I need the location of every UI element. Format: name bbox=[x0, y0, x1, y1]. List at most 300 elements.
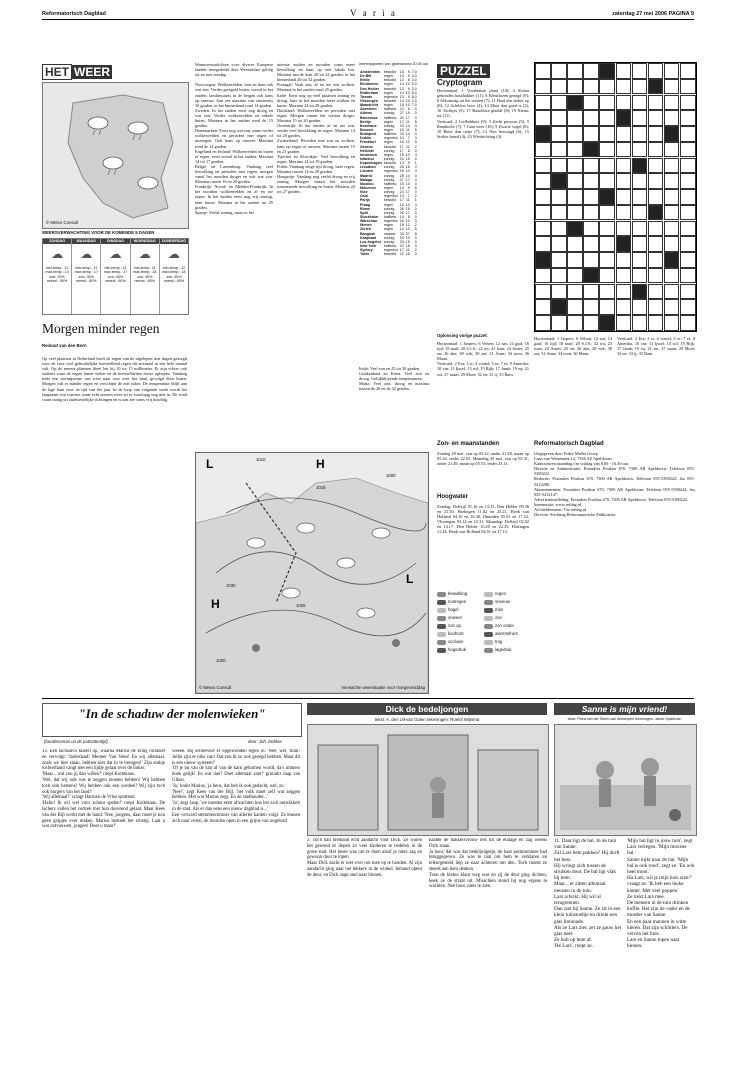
isobar-label: 1030 bbox=[226, 583, 236, 588]
table-cell: regenbui bbox=[383, 219, 398, 224]
forecast-day-name: MAANDAG bbox=[72, 239, 100, 244]
legend-symbol-icon bbox=[484, 592, 493, 597]
table-cell: 0 bbox=[414, 115, 417, 120]
table-cell: 33 bbox=[399, 231, 404, 236]
table-cell: 17 bbox=[405, 190, 410, 195]
legend-symbol-icon bbox=[484, 632, 493, 637]
grid-cell bbox=[680, 126, 696, 142]
table-cell: zonnig bbox=[383, 156, 395, 161]
grid-cell bbox=[567, 205, 583, 221]
grid-cell bbox=[648, 173, 664, 189]
table-cell: 8 bbox=[414, 231, 417, 236]
table-cell: 0 bbox=[414, 111, 417, 116]
grid-cell bbox=[616, 173, 632, 189]
cloud-icon bbox=[88, 117, 108, 129]
sanne-credit: tekst: Petra van der Steen-van Antwerpen tekeningen: Jacob Spiekman bbox=[567, 717, 682, 721]
table-cell: regen bbox=[383, 202, 393, 207]
colophon-title: Reformatorisch Dagblad bbox=[534, 441, 604, 447]
table-cell: Helsinki bbox=[360, 148, 374, 153]
table-cell: 14 bbox=[399, 82, 404, 87]
netherlands-shape bbox=[68, 95, 173, 218]
grid-cell bbox=[632, 95, 648, 111]
table-cell: 17 bbox=[399, 248, 404, 253]
grid-cell bbox=[551, 299, 567, 315]
table-cell: Lissabon bbox=[360, 165, 376, 170]
grid-cell bbox=[583, 205, 599, 221]
grid-cell bbox=[551, 189, 567, 205]
grid-cell bbox=[535, 221, 551, 237]
sun-icon bbox=[252, 644, 260, 652]
legend-label: warmtefront bbox=[495, 631, 518, 637]
table-cell: 16 bbox=[399, 140, 404, 145]
legend-symbol-icon bbox=[484, 648, 493, 653]
cloud-rain-icon: ☁ bbox=[167, 247, 180, 262]
table-cell: Barcelona bbox=[360, 115, 378, 120]
legend-symbol-icon bbox=[484, 624, 493, 629]
grid-cell bbox=[648, 126, 664, 142]
table-cell: 14 bbox=[405, 132, 410, 137]
grid-cell bbox=[599, 252, 615, 268]
table-cell: 5 bbox=[414, 227, 417, 232]
world-table bbox=[359, 70, 418, 256]
grid-cell bbox=[567, 95, 583, 111]
legend-label: regen bbox=[495, 591, 506, 597]
table-cell: 10 bbox=[405, 169, 410, 174]
grid-cell bbox=[535, 189, 551, 205]
table-cell: halfbew. bbox=[383, 181, 397, 186]
weather-body: Op veel plaatsen in Nederland heeft de regen van de afgelopen tien dagen gezorgd voor de voor veel gebruikelijke hoeveelheid regen die normaal in een hele maand valt. Op de meeste plaatsen bleef het bij 10 tot 15 millimeter. Er zijn echter ook stations waar de ergste buien vielen en de hoeveelheden forser opliepen. Vandaag trekt een storingszone van west naar oost over het land, gevolgd door buien. Morgen valt er minder regen en verschijnt de zon vaker. De temperatuur blijft aan de lage kant voor de tijd van het jaar. In de loop van volgende week wordt het langzaam wat warmer, maar echt zomers weer zit er voorlopig nog niet in. De wind waait matig uit zuidwestelijke richtingen en is aan zee soms vrij krachtig. bbox=[42, 356, 187, 402]
table-cell: 16 bbox=[405, 252, 410, 257]
table-cell: New York bbox=[360, 243, 377, 248]
grid-cell bbox=[632, 142, 648, 158]
table-cell: 13 bbox=[399, 94, 404, 99]
cloud-icon bbox=[247, 538, 265, 548]
table-cell: 27 bbox=[399, 111, 404, 116]
table-cell: regen bbox=[383, 223, 393, 228]
grid-cell bbox=[664, 221, 680, 237]
table-cell: 17 bbox=[405, 210, 410, 215]
forecast-heading: WEERSVERWACHTING VOOR DE KOMENDE 5 DAGEN bbox=[42, 230, 155, 235]
grid-cell bbox=[616, 236, 632, 252]
grid-cell bbox=[648, 315, 664, 331]
table-cell: 10 bbox=[405, 202, 410, 207]
legend-label: occlusie bbox=[448, 639, 464, 645]
table-cell: 10 bbox=[405, 235, 410, 240]
weather-headline: Morgen minder regen bbox=[42, 321, 160, 336]
grid-cell bbox=[535, 236, 551, 252]
table-cell: 11 bbox=[406, 248, 410, 253]
grid-cell bbox=[616, 268, 632, 284]
table-cell: 14 bbox=[399, 74, 404, 79]
high-pressure-label: H bbox=[211, 597, 220, 611]
grid-cell bbox=[551, 221, 567, 237]
grid-cell bbox=[535, 252, 551, 268]
comic-title: Dick de bedeljongen bbox=[385, 704, 469, 714]
table-cell: 15 bbox=[399, 214, 404, 219]
grid-cell bbox=[648, 158, 664, 174]
grid-cell bbox=[632, 173, 648, 189]
europe-weather-map bbox=[195, 452, 429, 694]
weather-brand bbox=[42, 63, 187, 79]
table-cell: 17 bbox=[405, 115, 410, 120]
grid-cell bbox=[616, 95, 632, 111]
grid-cell bbox=[583, 110, 599, 126]
table-cell: 15 bbox=[405, 206, 410, 211]
cloud-rain-icon: ☁ bbox=[138, 247, 151, 262]
story-col1: 13. Een lachsalvo klatert op, waarna Marius de kring rondziet en vervolgt: 'Inderdaad! Meneer Van Veen! En wij allemaal, zoals we hier staan, hebben niet dat in te brengen!' Zijn stukje tochterhand vangt met een tijdje gelaat over de linker. 'Maar... wat zou jij dan willen?' roept Kortekaas. 'Wel, dat wij ook wat te zeggen moeten hebben! Wij hebben toch ook hersens! Wij hebben ook een oordeel! Wij zijn toch ook burgers van het land!' 'Wij allemaal?' vraagt Harmen de Vries spottend. 'Hallo! Ik wil wel voor schout spelen!' roept Kortekaas. De lachers vallen het vertrek met hun daverend gelaat. Maar Kees van der Bijl werkt met de hand: 'Nee, jongens, daar moet je nou geen grapjes over maken. Marius bedoelt het ernstig. Laat u wat ontvouwen, jongen! Doet u maar!' bbox=[42, 749, 165, 830]
sanne-svg bbox=[555, 725, 696, 835]
table-cell: zonnig bbox=[383, 173, 395, 178]
table-cell: regen bbox=[383, 74, 393, 79]
grid-cell bbox=[680, 142, 696, 158]
grid-cell bbox=[551, 79, 567, 95]
legend-item bbox=[437, 638, 482, 646]
forecast-values: min.temp.: 11 max.temp.: 14 zon: 20% neersl.: 90% bbox=[45, 265, 69, 284]
legend-symbol-icon bbox=[437, 624, 446, 629]
grid-cell bbox=[648, 284, 664, 300]
table-cell: Malaga bbox=[360, 177, 373, 182]
grid-cell bbox=[616, 110, 632, 126]
grid-cell bbox=[535, 315, 551, 331]
legend-label: sneeuw bbox=[495, 599, 510, 605]
grid-cell bbox=[567, 142, 583, 158]
table-cell: Warschau bbox=[360, 219, 378, 224]
table-cell: Parijs bbox=[360, 198, 370, 203]
grid-cell bbox=[632, 189, 648, 205]
table-cell: 15 bbox=[405, 156, 410, 161]
table-cell: De Bilt bbox=[360, 74, 372, 79]
table-cell: 0 bbox=[414, 214, 417, 219]
table-cell: 25 bbox=[399, 165, 404, 170]
grid-cell bbox=[567, 173, 583, 189]
table-cell: Rome bbox=[360, 206, 370, 211]
grid-cell bbox=[664, 79, 680, 95]
table-cell: zonnig bbox=[383, 190, 395, 195]
table-cell: Maastricht bbox=[360, 103, 378, 108]
table-cell: 10 bbox=[405, 219, 410, 224]
table-row bbox=[359, 227, 418, 231]
europe-forecast-col2: uiterste zuiden en noorden soms meer bewolking en kans op een lokale bui. Maxima aan de kust 20 tot 24 graden, in het binnenland 26 tot 32 graden. Portugal: Vaak zon, af en toe wat wolken. Maxima in het zuiden rond 25 graden. Italië: Eerst nog op veel plaatsen zonnig en droog, later in het noorden meer wolken en buien. Maxima 24 tot 28 graden. Duitsland: Wolkenvelden en perioden met regen. Morgen vanuit het westen droger. Maxima 15 tot 20 graden. Oostenrijk: In het zuiden af en toe zon, verder veel bewolking en regen. Maxima 14 tot 20 graden. Zwitserland: Perioden met zon en wolken, kans op regen of onweer. Maxima tussen 15 en 21 graden. Tsjechië en Slowakije: Veel bewolking en regen. Maxima 14 tot 19 graden. Polen: Vandaag enige tijd droog, later regen. Maxima tussen 14 en 20 graden. Hongarije: Vandaag nog veelal droog en vrij zonnig. Morgen vanuit het noorden toenemende bewolking en buien. Maxima 22 tot 27 graden. bbox=[277, 62, 355, 195]
grid-cell bbox=[664, 126, 680, 142]
table-cell: 8 bbox=[407, 78, 410, 83]
isobar-label: 1015 bbox=[316, 485, 326, 490]
table-cell: zonnig bbox=[383, 111, 395, 116]
table-cell: 17 bbox=[405, 177, 410, 182]
table-cell: Athene bbox=[360, 111, 373, 116]
legend-symbol-icon bbox=[437, 616, 446, 621]
isobar-label: 1025 bbox=[296, 603, 306, 608]
table-cell: 10 bbox=[405, 103, 410, 108]
grid-cell bbox=[551, 315, 567, 331]
table-cell: halfbew. bbox=[383, 132, 397, 137]
table-cell: zonnig bbox=[383, 210, 395, 215]
grid-cell bbox=[535, 79, 551, 95]
legend-label: koufront bbox=[448, 631, 464, 637]
cloud-rain-icon: ☁ bbox=[109, 247, 122, 262]
legend-symbol-icon bbox=[484, 640, 493, 645]
table-cell: 12 bbox=[405, 223, 410, 228]
europe-forecast-col1: Warmoerstuitichten voor diverse Europese landen, meegedeeld door Weeronline, geldig tot en met zondag. Noorwegen: Wolkenvelden, hier en daar ook wat zon. Verder geregeld buien, vooral in het zuiden, landinwaarts in de bergen ook kans op sneeuw. Aan zee maxima van omstreeks 10 graden, in het binnenland rond 14 graden. Zweden: In het zuiden eerst nog droog en wat zon. Verder wolkenvelden en enkele buien. Maxima in het zuiden rond de 15 graden. Denemarken: Eerst nog wat zon, maar verder wolkenvelden en perioden met regen of motregen. Ook kans op onweer. Maxima rond de 14 graden. Engeland en Ierland: Wolkenvelden en buien of regen, eerst vooral in het zuiden. Maxima 14 tot 17 graden. België en Luxemburg: Vandaag veel bewolking en perioden met regen, morgen vanaf het noorden droger en ook wat zon. Maxima tussen 16 en 20 graden. Frankrijk: Noord- en Midden-Frankrijk: In het noorden wolkenvelden en af en toe regen. In het zuiden eerst nog vrij zonnig, later buien. Maxima in het zuiden tot 25 graden. Spanje: Veelal zonnig, maar in het bbox=[195, 62, 273, 215]
grid-cell bbox=[567, 268, 583, 284]
legend-item bbox=[484, 646, 529, 654]
table-cell: onweer bbox=[383, 231, 396, 236]
grid-cell bbox=[664, 95, 680, 111]
table-cell: Rotterdam bbox=[360, 90, 378, 95]
forecast-day-name: DONDERDAG bbox=[160, 239, 188, 244]
ball-icon bbox=[669, 809, 681, 821]
story-subtitle: (familieroman uit de patriottentijd) bbox=[44, 739, 108, 744]
forecast-day-name: ZONDAG bbox=[43, 239, 71, 244]
forecast-day-name: DINSDAG bbox=[101, 239, 129, 244]
grid-cell bbox=[551, 268, 567, 284]
table-cell: München bbox=[360, 185, 376, 190]
grid-cell bbox=[632, 110, 648, 126]
legend-symbol-icon bbox=[437, 600, 446, 605]
table-cell: bewolkt bbox=[383, 78, 396, 83]
table-cell: 8 bbox=[407, 214, 410, 219]
grid-cell bbox=[535, 126, 551, 142]
cloud-icon bbox=[103, 157, 123, 169]
table-cell: Amsterdam bbox=[360, 70, 380, 75]
grid-cell bbox=[567, 221, 583, 237]
grid-cell bbox=[599, 173, 615, 189]
table-cell: zonnig bbox=[383, 148, 395, 153]
grid-cell bbox=[551, 95, 567, 111]
table-cell: 15 bbox=[399, 202, 404, 207]
comic-svg bbox=[308, 725, 548, 835]
table-cell: Vlissingen bbox=[360, 99, 378, 103]
grid-cell bbox=[616, 252, 632, 268]
grid-cell bbox=[648, 268, 664, 284]
forecast-day bbox=[101, 239, 130, 314]
grid-cell bbox=[616, 142, 632, 158]
five-day-forecast bbox=[42, 238, 189, 315]
table-cell: zonnig bbox=[383, 165, 395, 170]
grid-cell bbox=[551, 126, 567, 142]
table-cell: 0 bbox=[414, 148, 417, 153]
table-cell: regen bbox=[383, 119, 393, 124]
grid-cell bbox=[680, 205, 696, 221]
table-cell: bewolkt bbox=[383, 198, 396, 203]
table-cell: 25 bbox=[399, 210, 404, 215]
grid-cell bbox=[616, 315, 632, 331]
high-pressure-label: H bbox=[316, 457, 325, 471]
table-cell: halfbew. bbox=[383, 214, 397, 219]
table-cell: 7 bbox=[407, 136, 410, 141]
grid-cell bbox=[583, 315, 599, 331]
grid-cell bbox=[583, 63, 599, 79]
grid-cell bbox=[632, 268, 648, 284]
table-cell: 14 bbox=[399, 136, 404, 141]
grid-cell bbox=[664, 299, 680, 315]
table-cell: regen bbox=[383, 152, 393, 157]
table-cell: 0 bbox=[414, 243, 417, 248]
grid-cell bbox=[599, 63, 615, 79]
grid-cell bbox=[680, 221, 696, 237]
legend-item bbox=[484, 598, 529, 606]
header-date-page: zaterdag 27 mei 2006 PAGINA 9 bbox=[612, 11, 694, 17]
table-cell: bewolkt bbox=[383, 161, 396, 166]
table-cell: 11 bbox=[406, 119, 410, 124]
grid-cell bbox=[567, 315, 583, 331]
legend-label: lagedruk bbox=[495, 647, 512, 653]
comic-credit: tekst: A. den Uil-van Golen tekeningen: Roelof Wijtsma bbox=[374, 717, 480, 722]
table-cell: 5.0 bbox=[411, 82, 417, 87]
table-cell: 0 bbox=[414, 235, 417, 240]
table-cell: 10 bbox=[405, 181, 410, 186]
table-cell: regen bbox=[383, 140, 393, 145]
table-cell: 0 bbox=[414, 177, 417, 182]
grid-cell bbox=[632, 284, 648, 300]
table-cell: 24 bbox=[399, 190, 404, 195]
grid-cell bbox=[599, 299, 615, 315]
table-cell: 15 bbox=[399, 70, 404, 75]
table-cell: 3.0 bbox=[411, 78, 417, 83]
table-cell: 2 bbox=[414, 223, 417, 228]
table-cell: zonnig bbox=[383, 235, 395, 240]
table-cell: 2.0 bbox=[411, 86, 417, 91]
table-cell: bewolkt bbox=[383, 144, 396, 149]
table-cell: 11 bbox=[406, 144, 410, 149]
table-cell: Madrid bbox=[360, 173, 372, 178]
table-row bbox=[359, 140, 418, 144]
table-cell: 0 bbox=[414, 165, 417, 170]
table-cell: Twente bbox=[360, 94, 373, 99]
table-cell: 5 bbox=[414, 119, 417, 124]
grid-cell bbox=[535, 63, 551, 79]
grid-cell bbox=[664, 236, 680, 252]
grid-cell bbox=[535, 205, 551, 221]
table-cell: Eindhoven bbox=[360, 82, 379, 87]
grid-cell bbox=[616, 284, 632, 300]
table-cell: 9 bbox=[407, 94, 410, 99]
story-banner bbox=[42, 703, 302, 737]
table-cell: regen bbox=[383, 90, 393, 95]
table-cell: Berlijn bbox=[360, 119, 372, 124]
table-cell: 16 bbox=[405, 165, 410, 170]
grid-cell bbox=[583, 299, 599, 315]
grid-cell bbox=[616, 158, 632, 174]
table-cell: regen bbox=[383, 82, 393, 87]
grid-cell bbox=[599, 95, 615, 111]
story-col2: weeën. Hij schreeuwt er opgewonden tegen in: 'Nee, wel, flink! Jullie zijn er niks van! Dat zou ik zo ook gezegd hebben. Maar dit is een nieuw systeem!' 'Of je nu van de kist af van de karn gekomen wordt, da's immers hoek gelijk! En wat dan? Doet allemaal zoet!' grinnikt Jaap van Ulken. 'Ja,' knikt Marius, 'ja heus, dat heb ik ook gedacht, wel, zo.' 'Nee!', zegt Kees van der Bijl, 'het volk moet zelf wat zeggen hebben. Met wat Marius zegt. En de stadhouder...' 'Ja', zegt Jaap, 'we moeten eerst afwachten hoe het zich ontwikkelt in de stad. Als er dan eens een nieuw dagblad is...' Een verward stemmenrumoer van allerlei kanten volgt. Ze leunen zich naar voren, de monden open in een grijns van ongeloof. bbox=[172, 749, 300, 824]
table-cell: 12 bbox=[399, 107, 404, 112]
grid-cell bbox=[567, 284, 583, 300]
grid-cell bbox=[567, 126, 583, 142]
grid-cell bbox=[648, 299, 664, 315]
table-cell: Genève bbox=[360, 144, 373, 149]
grid-cell bbox=[648, 63, 664, 79]
comic-illustration bbox=[307, 724, 549, 836]
forecast-day bbox=[131, 239, 160, 314]
table-cell: 8 bbox=[407, 148, 410, 153]
grid-cell bbox=[551, 158, 567, 174]
grid-cell bbox=[680, 79, 696, 95]
legend-item bbox=[437, 622, 482, 630]
table-cell: Nice bbox=[360, 190, 368, 195]
grid-cell bbox=[664, 142, 680, 158]
grid-cell bbox=[583, 79, 599, 95]
legend-label: onweer bbox=[448, 615, 463, 621]
story-author: door: Joh. Dekker bbox=[248, 739, 282, 744]
grid-cell bbox=[551, 142, 567, 158]
grid-cell bbox=[551, 236, 567, 252]
table-cell: 22 bbox=[399, 252, 404, 257]
table-cell: 9 bbox=[407, 185, 410, 190]
header-rule bbox=[42, 19, 694, 20]
table-cell: 7.0 bbox=[411, 70, 417, 75]
grid-cell bbox=[680, 173, 696, 189]
table-cell: zonnig bbox=[383, 206, 395, 211]
comic-banner bbox=[307, 703, 547, 715]
grid-cell bbox=[535, 142, 551, 158]
grid-cell bbox=[599, 110, 615, 126]
legend-symbol-icon bbox=[484, 616, 493, 621]
table-cell: 10 bbox=[405, 82, 410, 87]
table-cell: 4 bbox=[414, 152, 417, 157]
table-cell: 16 bbox=[399, 169, 404, 174]
map-credit: © Meteo Consult bbox=[46, 219, 79, 225]
table-cell: 8.0 bbox=[411, 94, 417, 99]
table-cell: 26 bbox=[399, 206, 404, 211]
table-cell: 10 bbox=[405, 90, 410, 95]
grid-cell bbox=[664, 284, 680, 300]
table-cell: 24 bbox=[399, 123, 404, 128]
table-cell: 3 bbox=[414, 136, 417, 141]
grid-cell bbox=[535, 299, 551, 315]
table-cell: 0 bbox=[414, 181, 417, 186]
grid-cell bbox=[599, 142, 615, 158]
table-cell: 17 bbox=[399, 119, 404, 124]
grid-cell bbox=[567, 236, 583, 252]
sanne-text-col1: 11. Daar ligt de bal. In de tuin van Sanne. Zal Lars hem pakken? Hij durft het best. Hij wringt zich tussen de struiken door. De bal ligt vlak bij hem. Maar... er zitten allemaal mensen in de tuin. Lars schrikt. Hij wil al terugrennen. Dan ziet hij Sanne. Ze zit in een klein tuinstoeltje en drinkt een glas limonade. Als ze Lars ziet, zet ze gauw het glas neer. Ze holt op hem af. 'Hé Lars', roept ze. bbox=[554, 838, 622, 950]
sun-moon-title: Zon- en maanstanden bbox=[437, 441, 500, 447]
grid-cell bbox=[599, 284, 615, 300]
grid-cell bbox=[616, 205, 632, 221]
cloud-icon bbox=[282, 588, 300, 598]
comic-text-col1: 3. Toch had niemand echt aandacht voor Dick. Ze waren het gewend er liepen zo veel kinderen te bedelen in de grote stad. Het beste was om te doen alsof je niets zag en gewoon door te lopen. Maar Dick dacht er niet over om mee op te houden. Al zijn aandacht ging naar het lekkere in de winkel. Iemand opent de deur, en Dick stapt snel naar binnen. bbox=[307, 838, 422, 878]
grid-cell bbox=[632, 205, 648, 221]
grid-cell bbox=[648, 79, 664, 95]
netherlands-map-svg bbox=[43, 83, 188, 228]
table-cell: 14 bbox=[399, 161, 404, 166]
table-cell: 16 bbox=[399, 219, 404, 224]
table-cell: Frankfurt bbox=[360, 140, 376, 145]
grid-cell bbox=[648, 189, 664, 205]
grid-cell bbox=[567, 158, 583, 174]
table-cell: 17 bbox=[399, 198, 404, 203]
grid-cell bbox=[680, 110, 696, 126]
tide-title: Hoogwater bbox=[437, 494, 469, 500]
table-cell: 23 bbox=[399, 132, 404, 137]
table-cell: 4 bbox=[414, 202, 417, 207]
forecast-values: min.temp.: 11 max.temp.: 17 zon: 40% neersl.: 60% bbox=[103, 265, 128, 284]
grid-cell bbox=[680, 299, 696, 315]
table-cell: Bordeaux bbox=[360, 123, 377, 128]
forecast-values: min.temp.: 12 max.temp.: 18 zon: 40% neersl.: 60% bbox=[162, 265, 186, 284]
table-cell: Oslo bbox=[360, 194, 368, 199]
legend-label: bewolking bbox=[448, 591, 468, 597]
table-cell: Stockholm bbox=[360, 214, 379, 219]
table-cell: 0 bbox=[414, 107, 417, 112]
forecast-day bbox=[43, 239, 72, 314]
table-cell: 16 bbox=[405, 243, 410, 248]
sanne-text-col2: 'Mijn bal ligt in jouw tuin', zegt Lars verlegen. 'Mijn mooiste bal.' Sanne kijkt naar de bal. 'Mijn bal is ook rood', zegt ze. 'En ook heel mooi.' Ha Lars, wil je mijn huis zien?' vraagt ze. 'Ik heb een leuke kamer. Met veel poppen.' Ze trekt Lars mee. De mensen in de tuin drinken koffie. Het zijn de vader en de moeder van Sanne. En een paar mannen in witte kleren. Dat zijn schilders. De verven het huis. Lars en Sanne lopen naar binnen. bbox=[627, 838, 695, 950]
grid-cell bbox=[583, 95, 599, 111]
table-cell: 9 bbox=[407, 70, 410, 75]
table-cell: Zürich bbox=[360, 227, 371, 232]
table-cell: 13 bbox=[399, 194, 404, 199]
